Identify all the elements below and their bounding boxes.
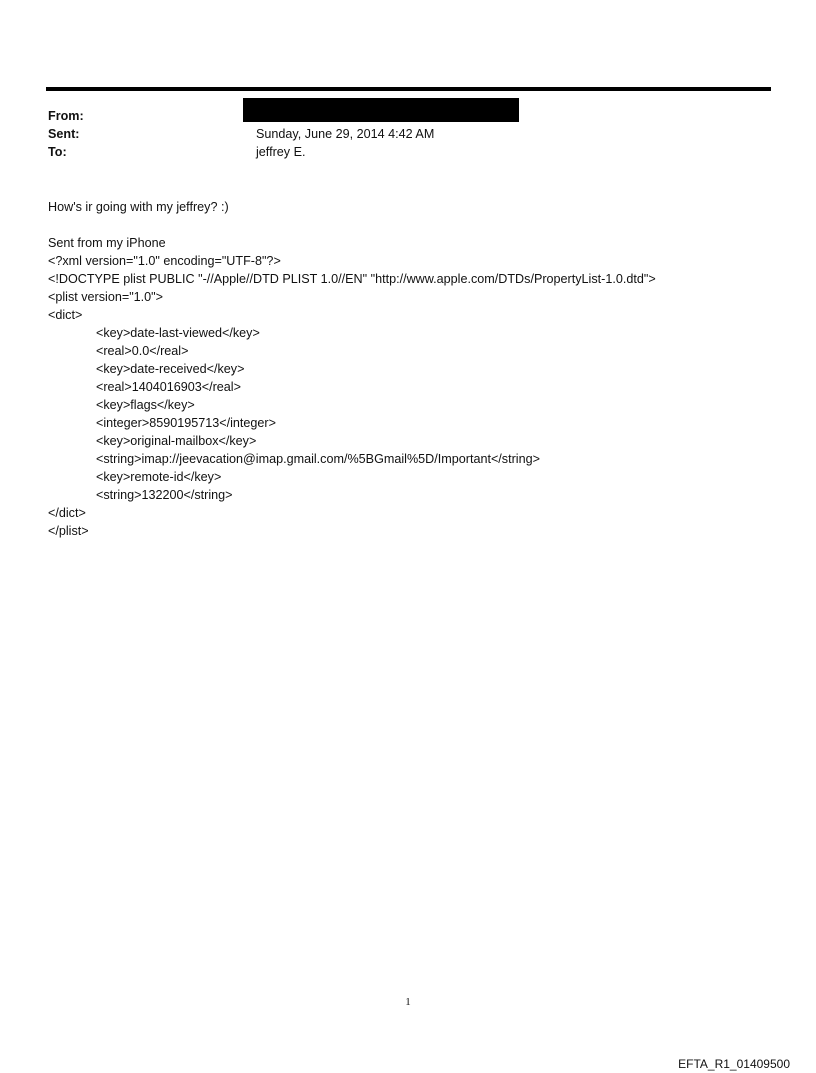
dict-line: <string>imap://jeevacation@imap.gmail.com/%5BGmail%5D/Important</string> (96, 452, 540, 466)
message-body (48, 198, 788, 540)
sent-label: Sent: (48, 127, 80, 141)
bates-number: EFTA_R1_01409500 (678, 1057, 790, 1071)
dict-close: </dict> (48, 506, 86, 520)
dict-line: <integer>8590195713</integer> (96, 416, 276, 430)
dict-line: <key>date-last-viewed</key> (96, 326, 260, 340)
to-label: To: (48, 145, 67, 159)
xml-declaration: <?xml version="1.0" encoding="UTF-8"?> (48, 254, 281, 268)
page-number: 1 (405, 996, 411, 1008)
plist-open: <plist version="1.0"> (48, 290, 164, 304)
sent-value: Sunday, June 29, 2014 4:42 AM (256, 127, 435, 141)
to-value: jeffrey E. (256, 145, 306, 159)
dict-open: <dict> (48, 308, 83, 322)
plist-close: </plist> (48, 524, 89, 538)
dict-line: <key>flags</key> (96, 398, 195, 412)
dict-line: <real>0.0</real> (96, 344, 189, 358)
dict-line: <key>date-received</key> (96, 362, 245, 376)
from-label: From: (48, 109, 84, 123)
dict-line: <key>original-mailbox</key> (96, 434, 257, 448)
doctype-line: <!DOCTYPE plist PUBLIC "-//Apple//DTD PLIST 1.0//EN" "http://www.apple.com/DTDs/PropertyList-1.0.dtd"> (48, 272, 656, 286)
signature: Sent from my iPhone (48, 236, 166, 250)
header-rule (46, 87, 771, 91)
dict-line: <real>1404016903</real> (96, 380, 241, 394)
message-text: How's ir going with my jeffrey? :) (48, 200, 229, 214)
dict-line: <string>132200</string> (96, 488, 233, 502)
redaction-box (243, 98, 519, 122)
dict-line: <key>remote-id</key> (96, 470, 222, 484)
